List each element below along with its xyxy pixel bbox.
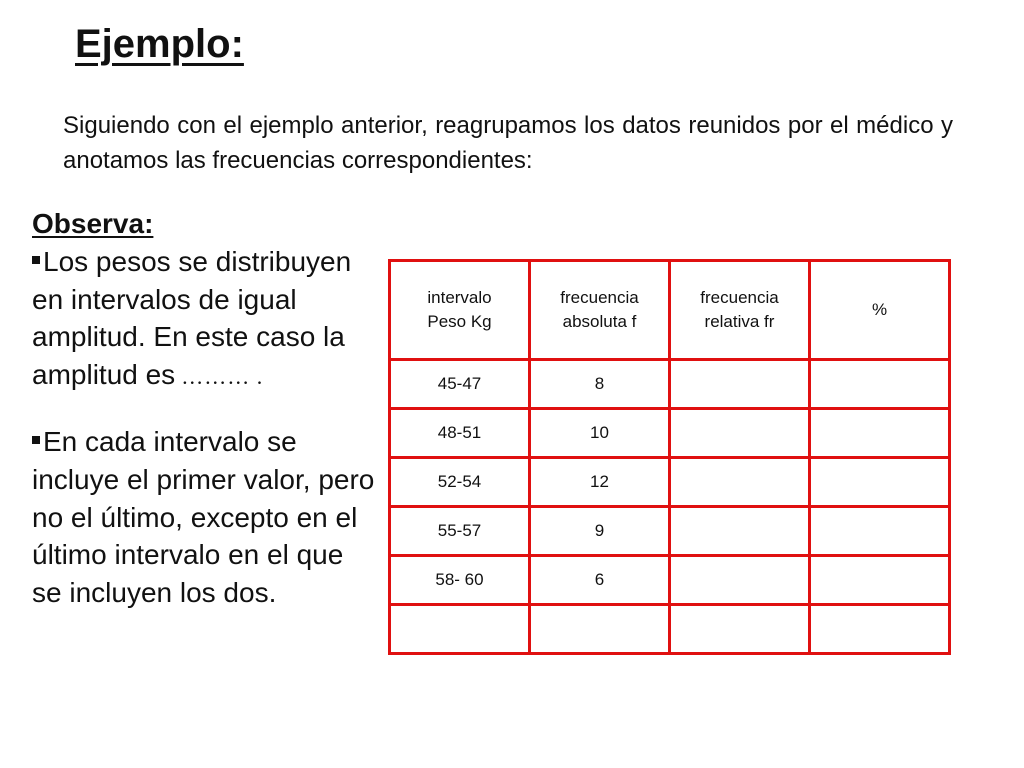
bullet-interval-inclusion: [32, 423, 377, 611]
header-absolute-frequency: frecuencia absoluta f: [530, 261, 670, 360]
cell-interval: 52-54: [390, 458, 530, 507]
cell-percent: [810, 360, 950, 409]
intro-paragraph: Siguiendo con el ejemplo anterior, reagrupamos los datos reunidos por el médico y anotamos las frecuencias correspondientes:: [63, 112, 953, 174]
bullet-2-text: En cada intervalo se incluye el primer valor, pero no el último, excepto en el último intervalo en el que se incluyen los dos.: [32, 426, 375, 608]
observe-heading: Observa:: [32, 208, 154, 239]
cell-absolute-frequency: 9: [530, 507, 670, 556]
cell-absolute-frequency: 10: [530, 409, 670, 458]
slide-title: Ejemplo:: [75, 22, 244, 66]
cell-percent: [810, 458, 950, 507]
observe-section: [32, 205, 377, 611]
cell-interval: [390, 605, 530, 654]
cell-relative-frequency: [670, 458, 810, 507]
header-relative-frequency: frecuencia relativa fr: [670, 261, 810, 360]
table-row: [390, 409, 950, 458]
table-row: [390, 458, 950, 507]
cell-relative-frequency: [670, 409, 810, 458]
cell-absolute-frequency: 6: [530, 556, 670, 605]
square-bullet-icon: [32, 256, 40, 264]
cell-relative-frequency: [670, 605, 810, 654]
cell-absolute-frequency: 8: [530, 360, 670, 409]
cell-percent: [810, 556, 950, 605]
cell-interval: 45-47: [390, 360, 530, 409]
cell-relative-frequency: [670, 507, 810, 556]
cell-interval: 55-57: [390, 507, 530, 556]
cell-absolute-frequency: [530, 605, 670, 654]
bullet-equal-amplitude: [32, 243, 377, 395]
cell-interval: 58- 60: [390, 556, 530, 605]
table-row: [390, 360, 950, 409]
table-row-total: [390, 605, 950, 654]
cell-relative-frequency: [670, 556, 810, 605]
table-header-row: [390, 261, 950, 360]
square-bullet-icon: [32, 436, 40, 444]
amplitude-blank: ……… .: [181, 363, 264, 389]
bullet-1-text: Los pesos se distribuyen en intervalos de igual amplitud. En este caso la amplitud es: [32, 246, 352, 390]
cell-percent: [810, 507, 950, 556]
header-interval: intervalo Peso Kg: [390, 261, 530, 360]
cell-absolute-frequency: 12: [530, 458, 670, 507]
header-percent: %: [810, 261, 950, 360]
cell-percent: [810, 605, 950, 654]
frequency-table: [388, 259, 951, 655]
table-row: [390, 556, 950, 605]
cell-percent: [810, 409, 950, 458]
cell-interval: 48-51: [390, 409, 530, 458]
cell-relative-frequency: [670, 360, 810, 409]
table-row: [390, 507, 950, 556]
